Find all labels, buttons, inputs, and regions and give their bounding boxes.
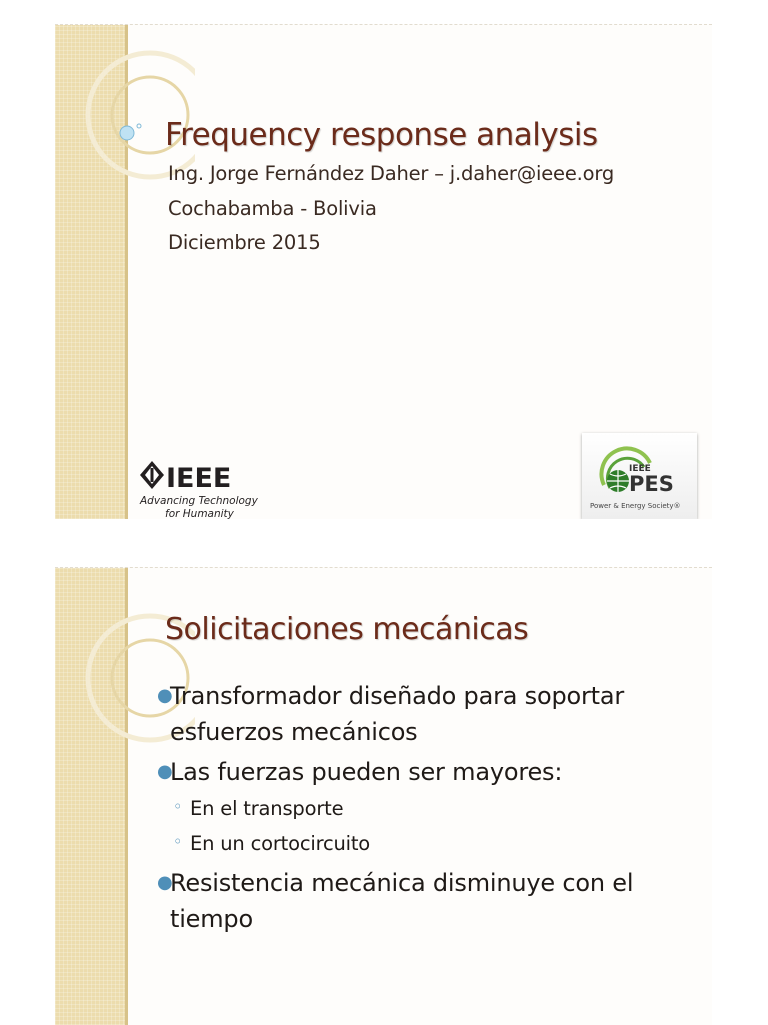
ieee-logo bbox=[138, 457, 268, 519]
bullet-text: Las fuerzas pueden ser mayores: bbox=[170, 758, 563, 786]
date-line: Diciembre 2015 bbox=[168, 231, 321, 254]
slide-title: Frequency response analysis bbox=[165, 117, 598, 153]
location-line: Cochabamba - Bolivia bbox=[168, 197, 377, 220]
sub-bullet-circle-icon: ◦ bbox=[173, 797, 183, 816]
author-line: Ing. Jorge Fernández Daher – j.daher@ieee.org bbox=[168, 162, 615, 185]
bullet-dot-icon: ● bbox=[157, 872, 173, 893]
ieee-pes-logo bbox=[582, 433, 697, 519]
bullet-text: Resistencia mecánica disminuye con el bbox=[170, 869, 634, 897]
bullet-text: esfuerzos mecánicos bbox=[170, 718, 418, 746]
sub-bullet-text: En un cortocircuito bbox=[190, 832, 371, 855]
bullet-item bbox=[157, 865, 634, 937]
ieee-tagline-2: for Humanity bbox=[165, 508, 234, 519]
ieee-tagline-1: Advancing Technology bbox=[140, 495, 258, 507]
slide-title: Solicitaciones mecánicas bbox=[165, 612, 529, 647]
bullet-text: tiempo bbox=[170, 905, 253, 933]
title-slide bbox=[55, 24, 712, 519]
ieee-wordmark: IEEE bbox=[166, 463, 232, 494]
sub-bullet-text: En el transporte bbox=[190, 797, 344, 820]
sub-bullet-item bbox=[173, 832, 371, 855]
bullet-item bbox=[157, 754, 563, 790]
ieee-diamond-icon bbox=[140, 461, 164, 489]
bullet-dot-icon: ● bbox=[157, 685, 173, 706]
content-slide bbox=[55, 567, 712, 1025]
bullet-text: Transformador diseñado para soportar bbox=[170, 682, 625, 710]
pes-wordmark: PES bbox=[629, 472, 674, 496]
pes-ieee-text: IEEE bbox=[629, 464, 651, 474]
sub-bullet-circle-icon: ◦ bbox=[173, 832, 183, 851]
pes-tagline: Power & Energy Society® bbox=[590, 502, 681, 510]
bullet-dot-icon: ● bbox=[157, 761, 173, 782]
bullet-item bbox=[157, 678, 625, 750]
sub-bullet-item bbox=[173, 797, 344, 820]
